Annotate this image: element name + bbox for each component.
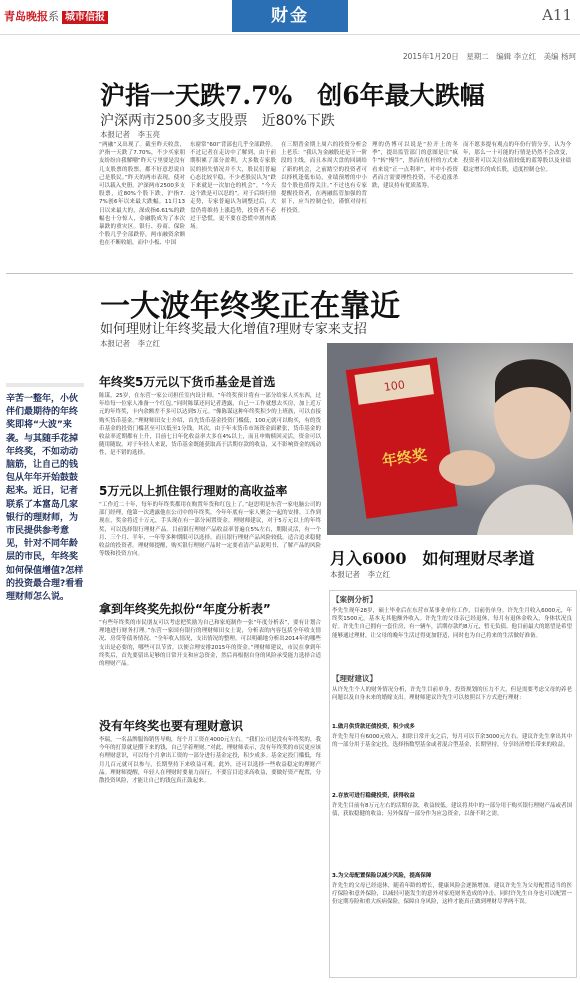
story1-byline: 本报记者 李玉亮: [100, 130, 160, 139]
advice-point-title-2: 2.存放可进行稳健投资，获得收益: [332, 793, 415, 799]
advice-point-title-3: 3.为父母配置保险以减少风险，提高保障: [332, 873, 432, 879]
story3-headline: 月入6000 如何理财尽孝道: [330, 549, 535, 568]
news-photo: [327, 343, 573, 535]
brand-suffix: 系: [48, 10, 59, 23]
case-heading: 【案例分析】: [332, 595, 377, 604]
story3-byline: 本报记者 李立红: [330, 570, 390, 579]
section-text-4: 李瑞，一名品牌服饰销售导购，每个月工资在4000元左右。“我们公司是没有年终奖的，我今年的打算就是攒下来的钱，自己学着理财。”对此，理财师表示，没有年终奖的市民更应该有理财意识，可以每个月拿出工资的一部分进行基金定投，积少成多。基金定投门槛低，每月几百元就可以参与，长期坚持下来收益可观。此外，还可以选择一些收益稳定的理财产品。理财师提醒，年轻人在理财时要量力而行，不要盲目追求高收益，要做好资产配置，分散投资风险，才能让自己的钱包真正鼓起来。: [99, 737, 321, 785]
envelope-text: 年终奖: [380, 445, 429, 470]
section-text-3: “有些年终奖的市民朋友可以考虑把奖励为自己和家庭制作一张“年度分析表”，要有计划合理地进行财务打理。”东营一家国有银行的理财师田女士说，分析表的内容包括全年收支情况、房贷等债务情况、“全年收入情况，支出情况的整理。可以明确地分析出2014年的哪些支出是必要的，哪些可以节省，以便合理安排2015年的资金。”理财师建议，市民在拿到年终奖后，首先要留出足够的日常开支和应急资金，然后再根据自身的风险承受能力选择合适的理财产品。: [99, 620, 321, 668]
divider: [6, 273, 573, 274]
hand: [439, 450, 495, 486]
section-text-1: 陈谋，25岁，在东营一家公司担任室内设计师。“年终奖预计将有一部分给家人买东西，过年给每一位家人准备一个红包。”同时陈谋还问记者透露，自己一工作就想去买房，加上近万元的年终奖，卡内余额差不多可以达到5万元。“像陈谋这种年终奖积少的上班族，可以直接购买货币基金。”理财师田女士介绍，首先货币基金投资门槛低，100元就可以购买，有的货币基金的投资门槛甚至可以低至1分钱。其次，由于年末货币市场资金面紧张，货币基金的收益率近期都有上升，目前七日年化收益率大多在4%以上，而且申购赎回灵活，资金可以随用随取。对于年轻人来说，货币基金既能获取高于活期存款的收益，又不影响资金的流动性，是不错的选择。: [99, 393, 321, 457]
section-text-2: “工作近二十年，每年的年终奖都用在购置年货和红包上了。”赵思明是东营一家电脑公司的部门经理，他第一次透露他在公司中的年终奖，今年年底有一家人聚会一起的安排。工作到现在，奖金将近十万元，手头现在有一部分闲置资金。理财师建议，对于5万元以上的年终奖，可以选择银行理财产品。目前银行理财产品收益率普遍在5%左右，期限灵活，有一个月、三个月、半年、一年等多种期限可以选择。而且银行理财产品风险较低，适合追求稳健收益的投资者。理财师提醒，购买银行理财产品时一定要看清产品说明书，了解产品的风险等级和投资方向。: [99, 502, 321, 558]
advice-point-text-2: 许先生目前有8万元左右的活期存款，收益较低。建议将其中的一部分用于购买银行理财产品或者国债，获取稳健的收益；另外保留一部分作为应急资金，以备不时之需。: [332, 803, 573, 818]
brand-tag: 城市信报: [62, 11, 108, 24]
story2-lead-sidebar: [6, 383, 84, 603]
section-heading-1: 年终奖5万元以下货币基金是首选: [99, 375, 276, 389]
sidebar-text: 辛苦一整年，小伙伴们最期待的年终奖即将“大波”来袭。与其随手花掉年终奖，不如动动脑筋，让自己的钱包从年年开始鼓鼓起来。近日，记者联系了本富岛几家银行的理财师，为市民提供参考意见，针对不同年龄层的市民，年终奖如何保值增值?怎样的投资最合理?看看理财师怎么说。: [6, 394, 84, 603]
story1-column-4: 理的仍博可以说是“拉开上的冬季”，提出监管部门的意图是让“疯牛”转“慢牛”，然而在杠杆的方式来看来说“正一点利率”，对中小投资者而言需要理性投资，不必追涨杀跌，建议持有优质蓝筹。: [372, 142, 458, 190]
section-title: 财金: [232, 0, 348, 32]
case-text: 李先生现年28岁，硕士毕业后在东营市某事业单位工作，目前仍单身。许先生月收入6000元，年终奖1500元，基本无其他额外收入。许先生的父母亲已经退休，每月有退休金收入，身体状况良好。许先生自己拥有一套住房，有一辆车，活期存款约8万元，暂无负债。他目前最大的愿望是希望能够通过理财，让父母的晚年生活过得更加舒适，同时也为自己将来的生活做好准备。: [332, 608, 573, 639]
section-heading-3: 拿到年终奖先拟份“年度分析表”: [99, 602, 271, 616]
advice-intro: 从许先生个人的财务情况分析，许先生目前单身，投资规划的压力不大，但是需要考虑父母的养老问题以及自身未来的婚嫁支出。理财师建议许先生可以按照以下方式进行理财：: [332, 687, 572, 702]
story1-subhead: 沪深两市2500多支股票 近80%下跌: [100, 113, 335, 129]
brand-logo-text: 青岛晚报: [4, 10, 48, 23]
banknote-text: 100: [383, 378, 406, 394]
advice-point-text-1: 许先生每月有6000元收入，扣除日常开支之后，每月可以节余3000元左右。建议许先生拿出其中的一部分用于基金定投，选择指数型基金或者混合型基金，长期坚持，分享经济增长带来的收益。: [332, 734, 572, 749]
story1-column-2: 东窗常“60I”背部也几乎全部跌停。不过记者在走访中了解到，由于前期积累了部分盈利，大多数专家股民的损失情况并不大，股民们普遍心态比较平稳，不少老股民认为“跌下来就是一次加仓的机会”，“今天这个跌是可以忍的”。对于后续行情走势，专家普遍认为调整过后，大盘仍将维持上涨趋势，投资者不必过于恐慌，更不要在恐慌中割肉离场。: [190, 142, 276, 231]
story2-headline: 一大波年终奖正在靠近: [100, 289, 400, 324]
advice-point-title-1: 1.做月供贷款还债投资，积少成多: [332, 724, 415, 730]
photo-illustration: [327, 343, 573, 535]
story2-byline: 本报记者 李立红: [100, 339, 160, 348]
advice-point-text-3: 许先生的父母已经退休，随着年龄的增长，健康风险会逐渐增加。建议许先生为父母配置适当的医疗保险和意外保险，以减轻可能发生的意外对家庭财务造成的冲击。同时许先生自身也可以配置一份定期寿险和重大疾病保险，保障自身风险，这样才能真正做到理财尽孝两不误。: [332, 883, 572, 906]
story1-headline: 沪指一天跌7.7% 创6年最大跌幅: [100, 81, 485, 110]
story2-subhead: 如何理财让年终奖最大化增值?理财专家来支招: [100, 322, 367, 337]
story1-column-3: 在三期普金期上周六的投资分析会上老乐：“我认为金融股还是下一阶段的主线，而且本周大盘的回调给了新的机会，之前踏空的投资者可以择机逢低布局，业绩预增的中小盘个股也值得关注。”不过也有专家提醒投资者，在两融监管加强的背景下，应当控制仓位，谨慎对待杠杆投资。: [281, 142, 367, 214]
section-heading-4: 没有年终奖也要有理财意识: [99, 719, 244, 733]
advice-heading: 【理财建议】: [332, 674, 377, 683]
sidebar-bar: [6, 383, 84, 387]
story1-column-1: “两融”又出现了。截至昨天收盘，沪指一天跌了7.70%，不少买家朋友纷纷自我解嘲“昨天亏里要是没有几支股票的股票，都不好意思说自己是股民。”昨天的两市表现，使对可以载入史册。沪深两市2500多支股票，近80%个股下跌，沪指7.7%创6年以来最大跌幅。11月13日以来最大的，深成指6.61%的跌幅也十分惊人，金融股成为了本次暴跌的重灾区。银行、券商、保险个股几乎全部跌停，两市融资余额也在不断收缩，而中小板、中国: [99, 142, 185, 247]
story1-column-5: 而不愿多提有观点的年份行情分享，认为今年，那么一十可能的行情是仍然不会改变，投资者可以关注估值较低的蓝筹股以及业绩稳定增长的成长股，适度控制仓位。: [463, 142, 571, 173]
dateline: 2015年1月20日 星期二 编辑 李立红 美编 杨珂: [402, 52, 576, 61]
newspaper-brand: [4, 8, 108, 24]
page-number: A11: [542, 6, 572, 24]
section-heading-2: 5万元以上抓住银行理财的高收益率: [99, 484, 288, 498]
